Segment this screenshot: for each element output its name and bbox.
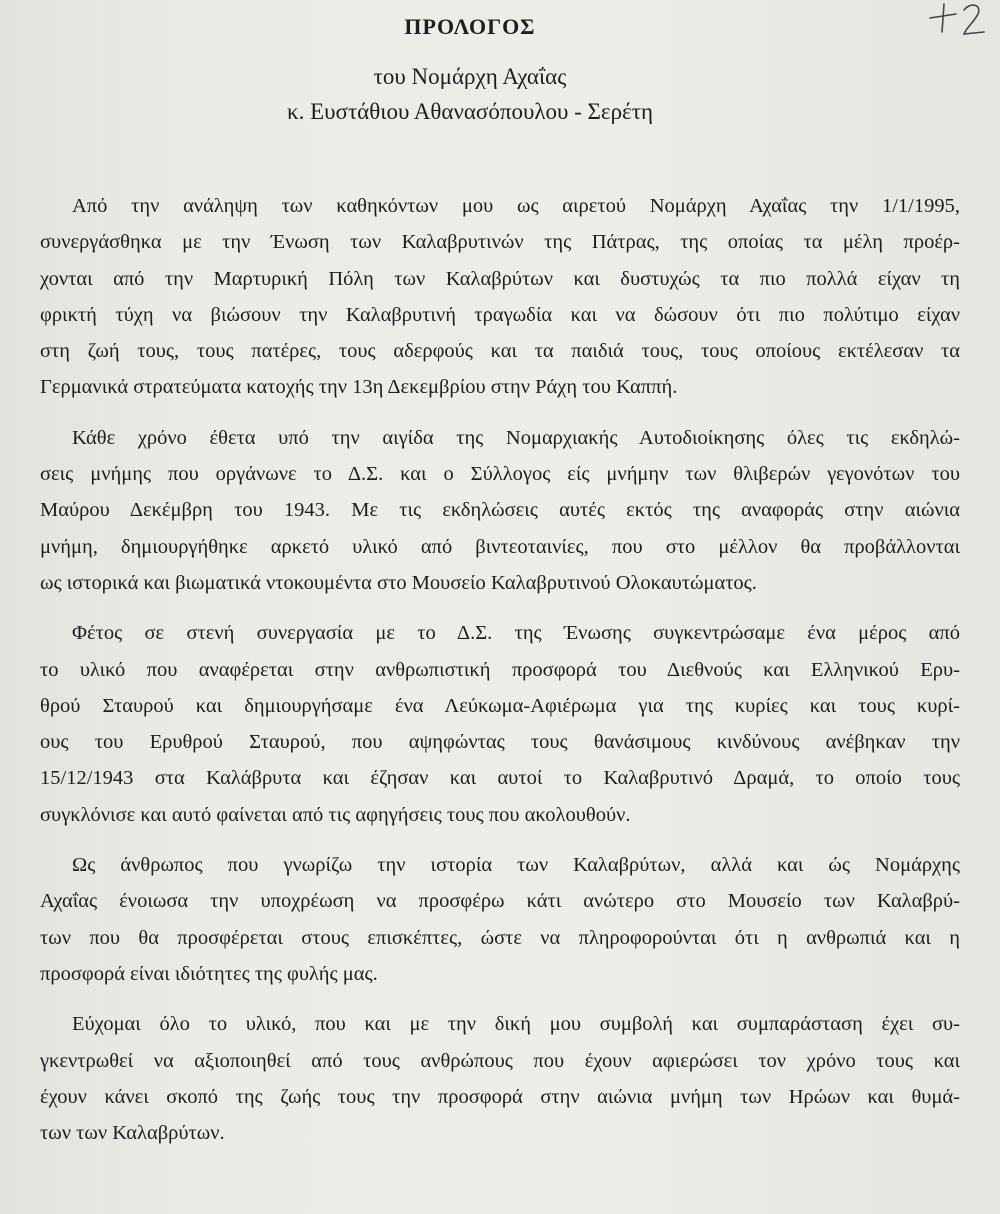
handwritten-mark <box>922 0 992 40</box>
text-line: σεις μνήμης που οργάνωνε το Δ.Σ. και ο Σύλλογος είς μνήμην των θλιβερών γεγονότων του <box>40 463 960 486</box>
text-line: προσφορά είναι ιδιότητες της φυλής μας. <box>40 962 378 985</box>
text-line: θρού Σταυρού και δημιουργήσαμε ένα Λεύκωμα-Αφιέρωμα για της κυρίες και τους κυρί- <box>40 694 960 717</box>
text-line: Κάθε χρόνο έθετα υπό την αιγίδα της Νομαρχιακής Αυτοδιοίκησης όλες τις εκδηλώ- <box>72 426 960 449</box>
text-line: χονται από την Μαρτυρική Πόλη των Καλαβρύτων και δυστυχώς τα πιο πολλά είχαν τη <box>40 267 960 290</box>
text-line: συγκλόνισε και αυτό φαίνεται από τις αφηγήσεις τους που ακολουθούν. <box>40 803 631 826</box>
text-line: στη ζωή τους, τους πατέρες, τους αδερφούς και τα παιδιά τους, τους οποίους εκτέλεσαν τα <box>40 340 960 363</box>
text-line: 15/12/1943 στα Καλάβρυτα και έζησαν και αυτοί το Καλαβρυτινό Δραμά, το οποίο τους <box>40 767 960 790</box>
page-title: ΠΡΟΛΟΓΟΣ <box>404 14 536 39</box>
text-line: Από την ανάληψη των καθηκόντων μου ως αιρετού Νομάρχη Αχαΐας την 1/1/1995, <box>72 195 960 217</box>
subtitle-author-name: κ. Ευστάθιου Αθανασόπουλου - Σερέτη <box>287 99 653 124</box>
text-line: Μαύρου Δεκέμβρη του 1943. Με τις εκδηλώσεις αυτές εκτός της αναφοράς στην αιώνια <box>40 499 960 522</box>
text-line: Γερμανικά στρατεύματα κατοχής την 13η Δεκεμβρίου στην Ράχη του Καππή. <box>40 376 678 399</box>
text-line: Φέτος σε στενή συνεργασία με το Δ.Σ. της Ένωσης συγκεντρώσαμε ένα μέρος από <box>72 622 960 645</box>
text-line: συνεργάσθηκα με την Ένωση των Καλαβρυτινών της Πάτρας, της οποίας τα μέλη προέρ- <box>40 231 960 254</box>
paragraph <box>40 615 960 833</box>
paragraph <box>40 847 960 992</box>
subtitle-author-role: του Νομάρχη Αχαΐας <box>373 64 567 89</box>
paragraph <box>40 420 960 601</box>
text-line: ως ιστορικά και βιωματικά ντοκουμέντα στο Μουσείο Καλαβρυτινού Ολοκαυτώματος. <box>40 571 757 594</box>
paragraph <box>40 1006 960 1151</box>
paragraph <box>40 188 960 406</box>
text-line: Εύχομαι όλο το υλικό, που και με την δική μου συμβολή και συμπαράσταση έχει συ- <box>72 1013 960 1036</box>
text-line: των των Καλαβρύτων. <box>40 1122 225 1145</box>
prologue-body <box>40 188 960 1165</box>
text-line: φρικτή τύχη να βιώσουν την Καλαβρυτινή τραγωδία και να δώσουν ότι πιο πολύτιμο είχαν <box>40 303 960 326</box>
text-line: Αχαΐας ένοιωσα την υποχρέωση να προσφέρω κάτι ανώτερο στο Μουσείο των Καλαβρύ- <box>40 890 960 913</box>
text-line: γκεντρωθεί να αξιοποιηθεί από τους ανθρώπους που έχουν αφιερώσει τον χρόνο τους και <box>40 1049 960 1072</box>
text-line: Ως άνθρωπος που γνωρίζω την ιστορία των Καλαβρύτων, αλλά και ώς Νομάρχης <box>72 854 960 877</box>
text-line: το υλικό που αναφέρεται στην ανθρωπιστική προσφορά του Διεθνούς και Ελληνικού Ερυ- <box>40 658 960 681</box>
text-line: των που θα προσφέρεται στους επισκέπτες, ώστε να πληροφορούνται ότι η ανθρωπιά και η <box>40 926 960 949</box>
text-line: μνήμη, δημιουργήθηκε αρκετό υλικό από βιντεοταινίες, που στο μέλλον θα προβάλλονται <box>40 535 960 558</box>
text-line: έχουν κάνει σκοπό της ζωής τους την προσφορά στην αιώνια μνήμη των Ηρώων και θυμά- <box>40 1085 960 1108</box>
text-line: ους του Ερυθρού Σταυρού, που αψηφώντας τους θανάσιμους κινδύνους ανέβηκαν την <box>40 731 960 754</box>
